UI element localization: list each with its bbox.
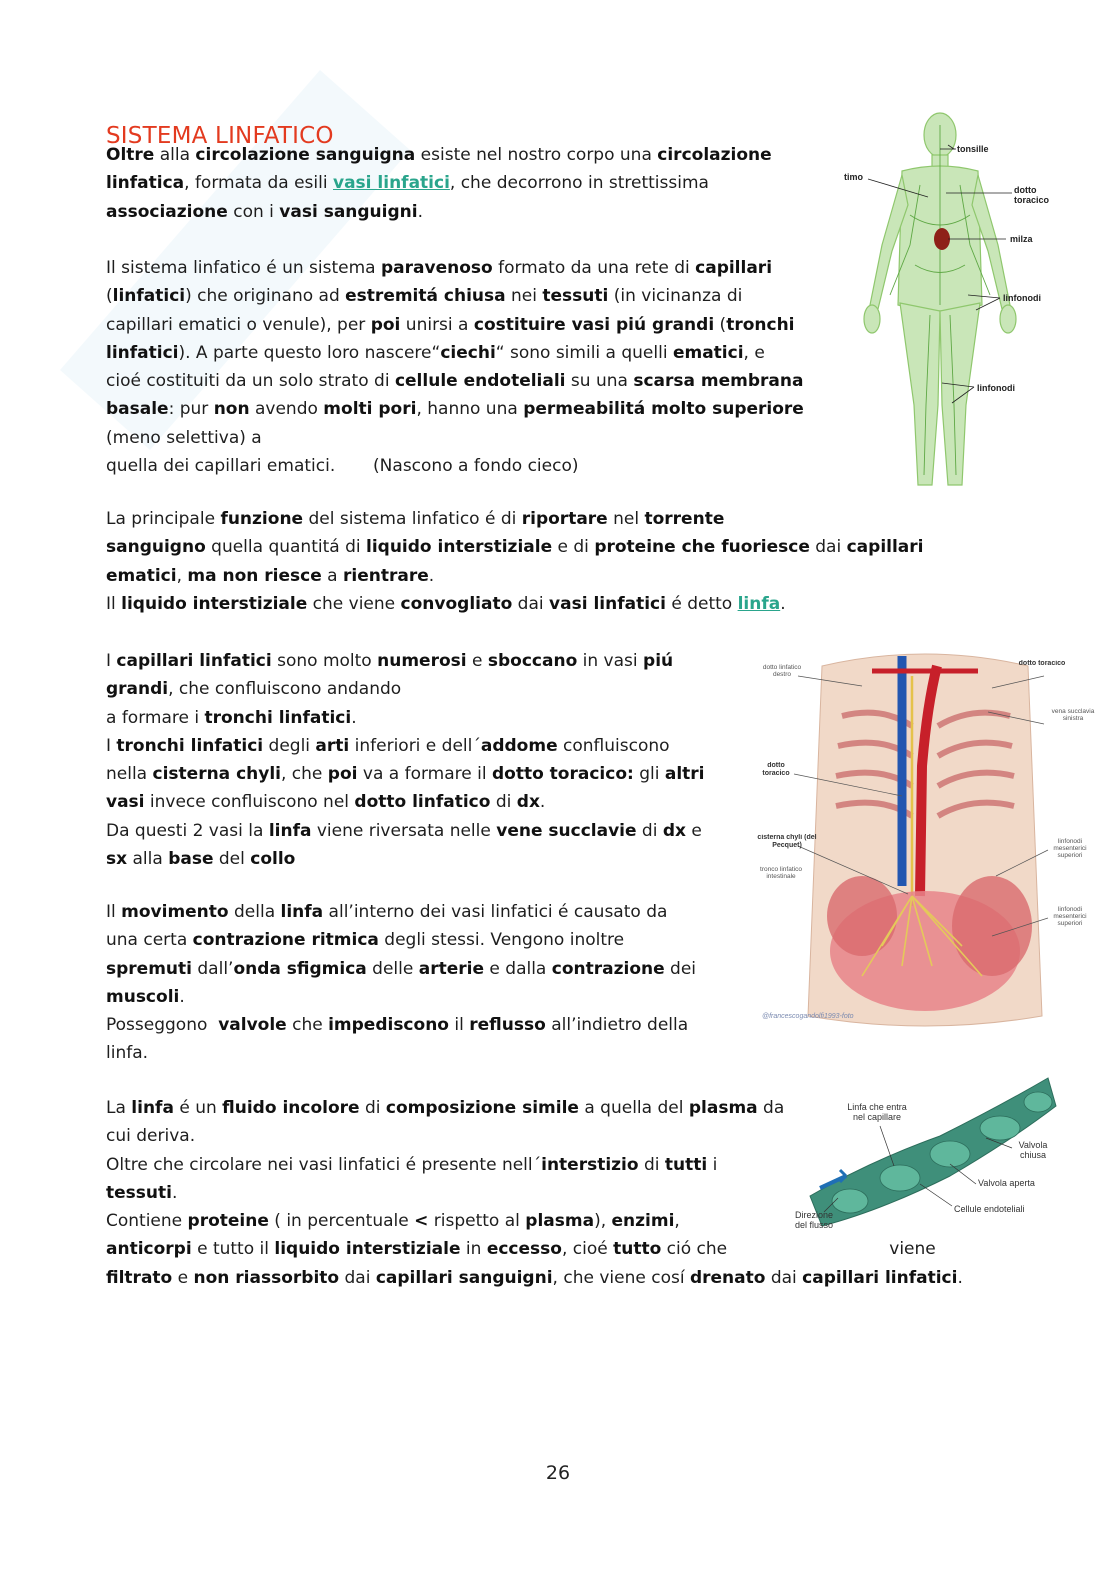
label-dotto-toracico-top: dotto toracico — [1018, 660, 1066, 667]
text-line: grandi, che confluiscono andando — [106, 679, 402, 700]
label-linfonodi: linfonodi — [1003, 293, 1041, 303]
label-linfonodi-lower: linfonodi — [977, 383, 1015, 393]
label-cellule-endoteliali: Cellule endoteliali — [954, 1204, 1025, 1214]
text-line: quella dei capillari ematici. (Nascono a fondo cieco) — [106, 456, 579, 477]
figure-lymph-capillary — [790, 1066, 1060, 1236]
text-line: vasi invece confluiscono nel dotto linfatico di dx. — [106, 792, 546, 813]
figure-lymphatic-body — [840, 105, 1060, 505]
text-line: filtrato e non riassorbito dai capillari sanguigni, che viene cosí drenato dai capillari linfatici. — [106, 1267, 963, 1288]
text-line: I tronchi linfatici degli arti inferiori e dell´addome confluiscono — [106, 735, 670, 756]
label-cisterna-chyli: cisterna chyli (del Pecquet) — [757, 834, 817, 849]
label-valvola-chiusa: Valvola chiusa — [1018, 1140, 1048, 1160]
label-linfonodi-mesenterici: linfonodi mesenterici superiori — [1053, 838, 1087, 859]
text-line: spremuti dall’onda sfigmica delle arterie e dalla contrazione dei — [106, 958, 697, 979]
label-milza: milza — [1010, 234, 1033, 244]
text-line: Il liquido interstiziale che viene convogliato dai vasi linfatici é detto linfa. — [106, 593, 786, 614]
label-dotto-linfatico-destro: dotto linfatico destro — [762, 664, 802, 678]
text-line: Oltre che circolare nei vasi linfatici é presente nell´interstizio di tutti i — [106, 1154, 718, 1175]
text-line: La principale funzione del sistema linfatico é di riportare nel torrente — [106, 509, 725, 529]
text-line: ematici, ma non riesce a rientrare. — [106, 565, 435, 586]
paragraph-intro — [106, 141, 772, 226]
text-line: a formare i tronchi linfatici. — [106, 707, 357, 728]
label-dotto-toracico-left: dotto toracico — [762, 762, 790, 777]
text-line: (linfatici) che originano ad estremitá chiusa nei tessuti (in vicinanza di — [106, 286, 743, 307]
text-line: Posseggono valvole che impediscono il reflusso all’indietro della — [106, 1015, 689, 1036]
paragraph-movement — [106, 898, 696, 1068]
text-line: associazione con i vasi sanguigni. — [106, 201, 423, 222]
text-line: sx alla base del collo — [106, 849, 296, 870]
text-line: tessuti. — [106, 1182, 178, 1203]
text-line: Il movimento della linfa all’interno dei vasi linfatici é causato da — [106, 902, 668, 922]
text-line: una certa contrazione ritmica degli stessi. Vengono inoltre — [106, 930, 625, 951]
text-line: (meno selettiva) a — [106, 427, 262, 448]
label-linfonodi-mesenterici-2: linfonodi mesenterici superiori — [1053, 906, 1087, 927]
label-tonsille: tonsille — [957, 144, 989, 154]
label-direzione-flusso: Direzione del flusso — [794, 1210, 834, 1230]
page-title: SISTEMA LINFATICO — [106, 123, 334, 150]
text-line: basale: pur non avendo molti pori, hanno una permeabilitá molto superiore — [106, 399, 804, 420]
text-line: capillari ematici o venule), per poi unirsi a costituire vasi piú grandi (tronchi — [106, 314, 795, 335]
link-vasi-linfatici[interactable]: vasi linfatici — [333, 173, 450, 194]
page-number: 26 — [545, 1462, 571, 1484]
text-line: I capillari linfatici sono molto numerosi e sboccano in vasi piú — [106, 651, 674, 671]
text-line: Contiene proteine ( in percentuale < rispetto al plasma), enzimi, — [106, 1211, 680, 1232]
label-linfa-entra: Linfa che entra nel capillare — [847, 1102, 907, 1122]
text-line: Da questi 2 vasi la linfa viene riversata nelle vene succlavie di dx e — [106, 820, 702, 841]
text-line: linfa. — [106, 1043, 149, 1064]
label-tronco-intestinale: tronco linfatico intestinale — [760, 866, 802, 880]
text-line: sanguigno quella quantitá di liquido interstiziale e di proteine che fuoriesce dai capillari — [106, 537, 924, 558]
text-line: Il sistema linfatico é un sistema paravenoso formato da una rete di capillari — [106, 258, 773, 278]
text-line: muscoli. — [106, 986, 185, 1007]
text-line: cioé costituiti da un solo strato di cellule endoteliali su una scarsa membrana — [106, 371, 804, 392]
text-line: linfatica, formata da esili vasi linfatici, che decorrono in strettissima — [106, 173, 709, 194]
label-vena-succlavia: vena succlavia sinistra — [1051, 708, 1095, 722]
text-line: nella cisterna chyli, che poi va a formare il dotto toracico: gli altri — [106, 764, 705, 785]
label-timo: timo — [844, 172, 863, 182]
link-linfa[interactable]: linfa — [737, 593, 781, 614]
paragraph-structure — [106, 254, 804, 480]
text-line: La linfa é un fluido incolore di composizione simile a quella del plasma da — [106, 1098, 785, 1118]
text-line: linfatici). A parte questo loro nascere“ciechi“ sono simili a quelli ematici, e — [106, 342, 765, 363]
text-line: Oltre alla circolazione sanguigna esiste nel nostro corpo una circolazione — [106, 145, 772, 165]
figure-thoracic-duct — [752, 646, 1098, 1031]
text-line: anticorpi e tutto il liquido interstiziale in eccesso, cioé tutto ció che viene — [106, 1239, 936, 1260]
paragraph-vessels — [106, 647, 705, 873]
label-valvola-aperta: Valvola aperta — [978, 1178, 1035, 1188]
label-dotto-toracico-text: dotto toracico — [1014, 185, 1050, 205]
image-credit: @francescogandolfi1993-foto — [762, 1013, 854, 1020]
paragraph-function — [106, 505, 924, 618]
text-line: cui deriva. — [106, 1126, 196, 1147]
